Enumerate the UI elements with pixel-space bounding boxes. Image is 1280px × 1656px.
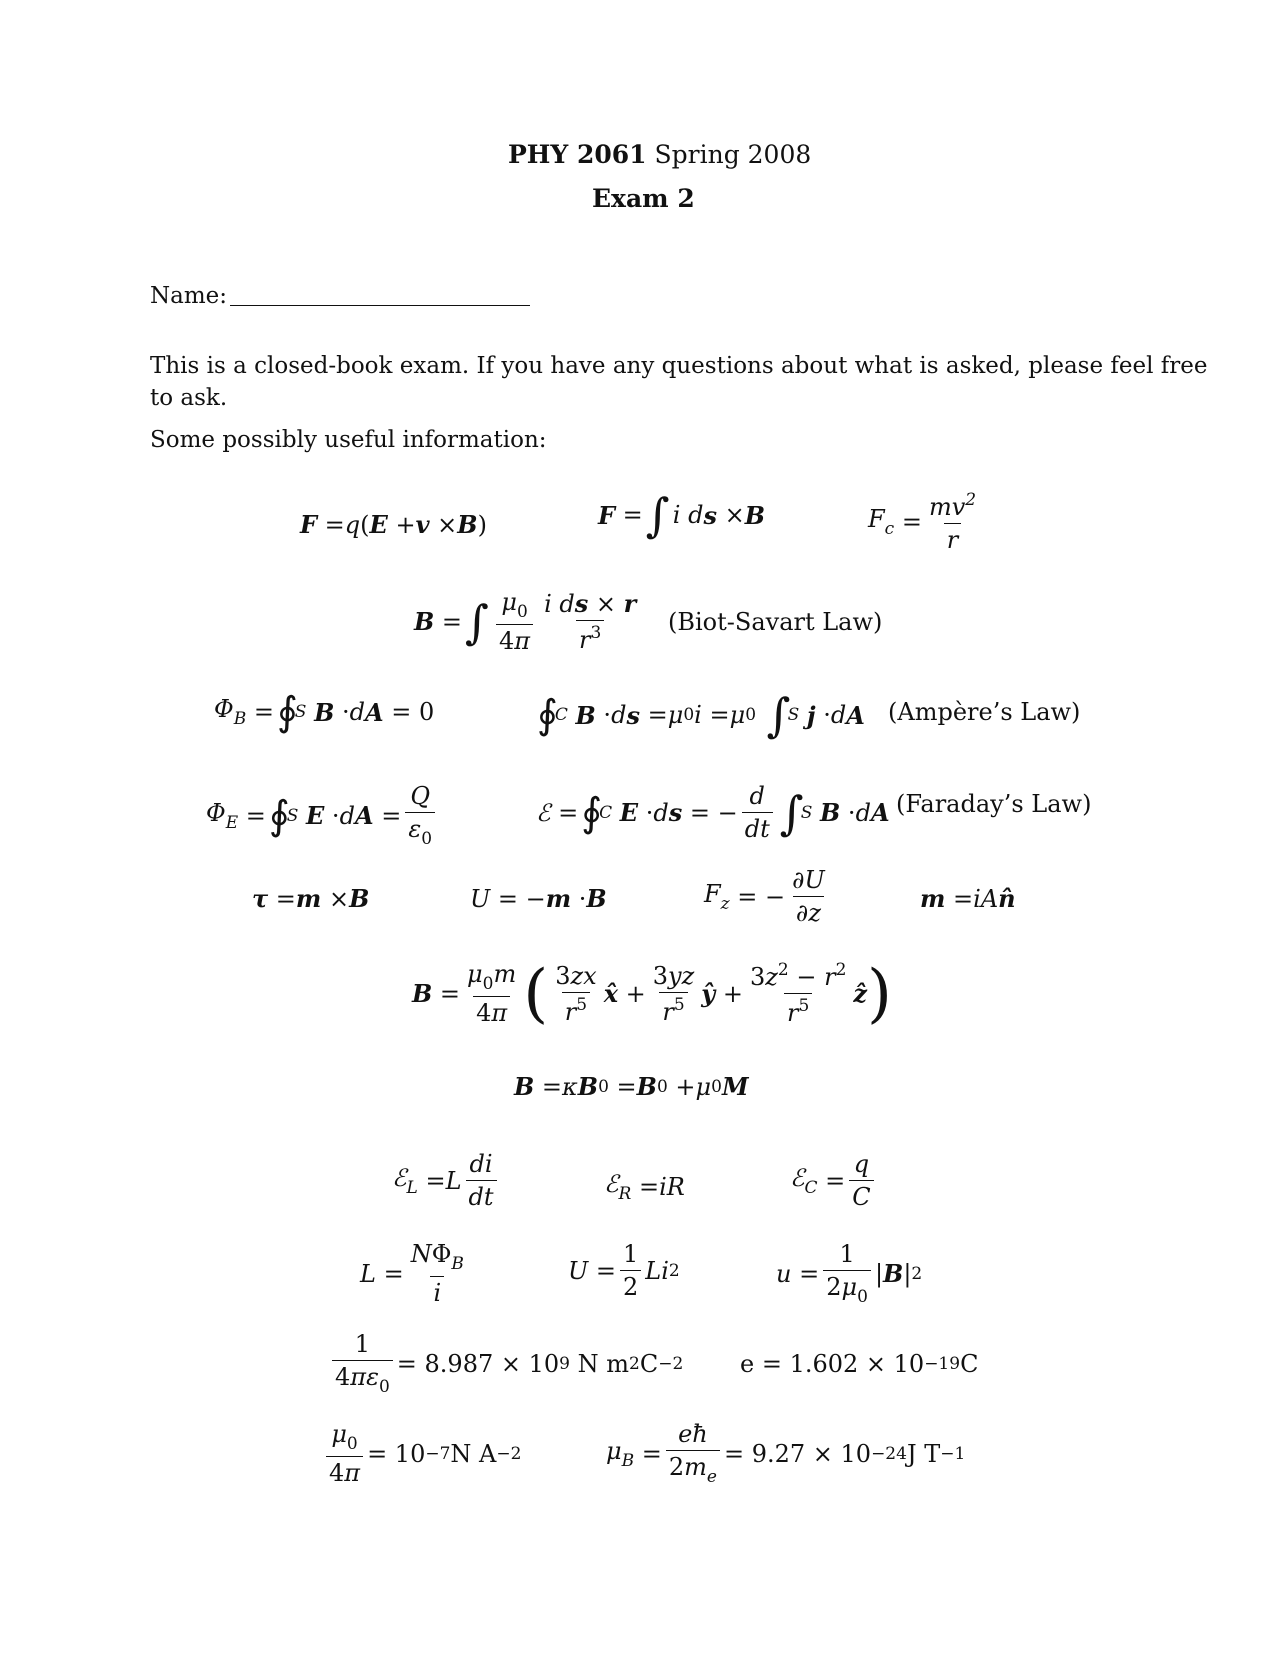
formula-torque: τ = m × B <box>252 884 370 913</box>
formula-energy-density: u = $\frac{1}{2\mu_0}$ | B | 2 <box>776 1240 923 1307</box>
formula-dipole-force: $F_z$ = − $\frac{\partial U}{\partial z}$ <box>704 866 825 927</box>
constant-electron-charge: e = 1.602 × 10 −19 C <box>740 1350 979 1378</box>
name-label: Name: <box>150 283 228 309</box>
name-field[interactable] <box>230 285 530 306</box>
formula-magnetization: B = κ B 0 = B 0 + μ 0 M <box>514 1072 749 1101</box>
formula-dipole-energy: U = − m · B <box>470 884 607 913</box>
formula-inductance: L = $\frac{N\Phi_B}{i}$ <box>360 1240 464 1307</box>
intro-line-1: This is a closed-book exam. If you have any questions about what is asked, please feel free <box>150 353 1208 379</box>
course-code: PHY 2061 <box>508 140 647 169</box>
formula-inductor-energy: U = $\frac{1}{2}$ Li 2 <box>568 1240 680 1301</box>
useful-info-heading: Some possibly useful information: <box>150 427 547 453</box>
constant-bohr-magneton: $\mu_B$ = $\frac{eħ}{2m_e}$ = 9.27 × 10 −24 J T −1 <box>606 1420 966 1487</box>
constant-coulomb: $\frac{1}{4\pi\varepsilon_0}$ = 8.987 × 10 9 N m 2 C −2 <box>328 1330 683 1397</box>
formula-force-on-wire: F = ∫ i d s × B <box>598 488 765 542</box>
term: Spring 2008 <box>654 140 812 169</box>
formula-biot-savart: B = ∫ $\frac{\mu_0}{4\pi}$ $\frac{\text{i ds × r}}{r^3}$ <box>414 588 637 655</box>
formula-ampere: ∮ C B · d s = μ 0 i = μ 0 ∫ S j · d A <box>537 688 865 742</box>
exam-course-line <box>508 140 811 169</box>
formula-lorentz-force: F = q ( E + v × B ) <box>300 510 487 539</box>
intro-line-2: to ask. <box>150 385 228 411</box>
formula-emf-resistor: ℰ$_R$ = iR <box>604 1170 685 1204</box>
label-ampere: (Ampère’s Law) <box>888 698 1081 726</box>
formula-emf-inductor: ℰ$_L$ = L $\frac{di}{dt}$ <box>392 1150 501 1211</box>
formula-dipole-field: B = $\frac{\mu_0m}{4\pi}$ ( $\frac{3zx}{r^5}$ x̂ + $\frac{3yz}{r^5}$ ŷ + $\frac{3z^2 - r^2}{r^5}$ ẑ ) <box>412 956 892 1031</box>
formula-gauss-electric: $\Phi_E$ = ∮ S E · d A = $\frac{Q}{\varepsilon_0}$ <box>206 782 439 849</box>
exam-number: Exam 2 <box>592 184 695 213</box>
label-biot-savart: (Biot-Savart Law) <box>668 608 883 636</box>
formula-centripetal: $F_c$ = $\frac{mv^2}{r}$ <box>868 490 977 554</box>
formula-gauss-magnetism: $\Phi_B$ = ∮ S B · d A = 0 <box>214 689 435 735</box>
exam-title <box>592 184 695 213</box>
label-faraday: (Faraday’s Law) <box>896 790 1092 818</box>
formula-emf-capacitor: ℰ$_C$ = $\frac{q}{C}$ <box>790 1150 878 1211</box>
formula-magnetic-moment: m = iA n̂ <box>920 884 1016 913</box>
formula-faraday: ℰ = ∮ C E · d s = − $\frac{d}{dt}$ ∫ S B · d A <box>536 782 890 843</box>
constant-mu0: $\frac{\mu_0}{4\pi}$ = 10 −7 N A −2 <box>322 1420 521 1487</box>
